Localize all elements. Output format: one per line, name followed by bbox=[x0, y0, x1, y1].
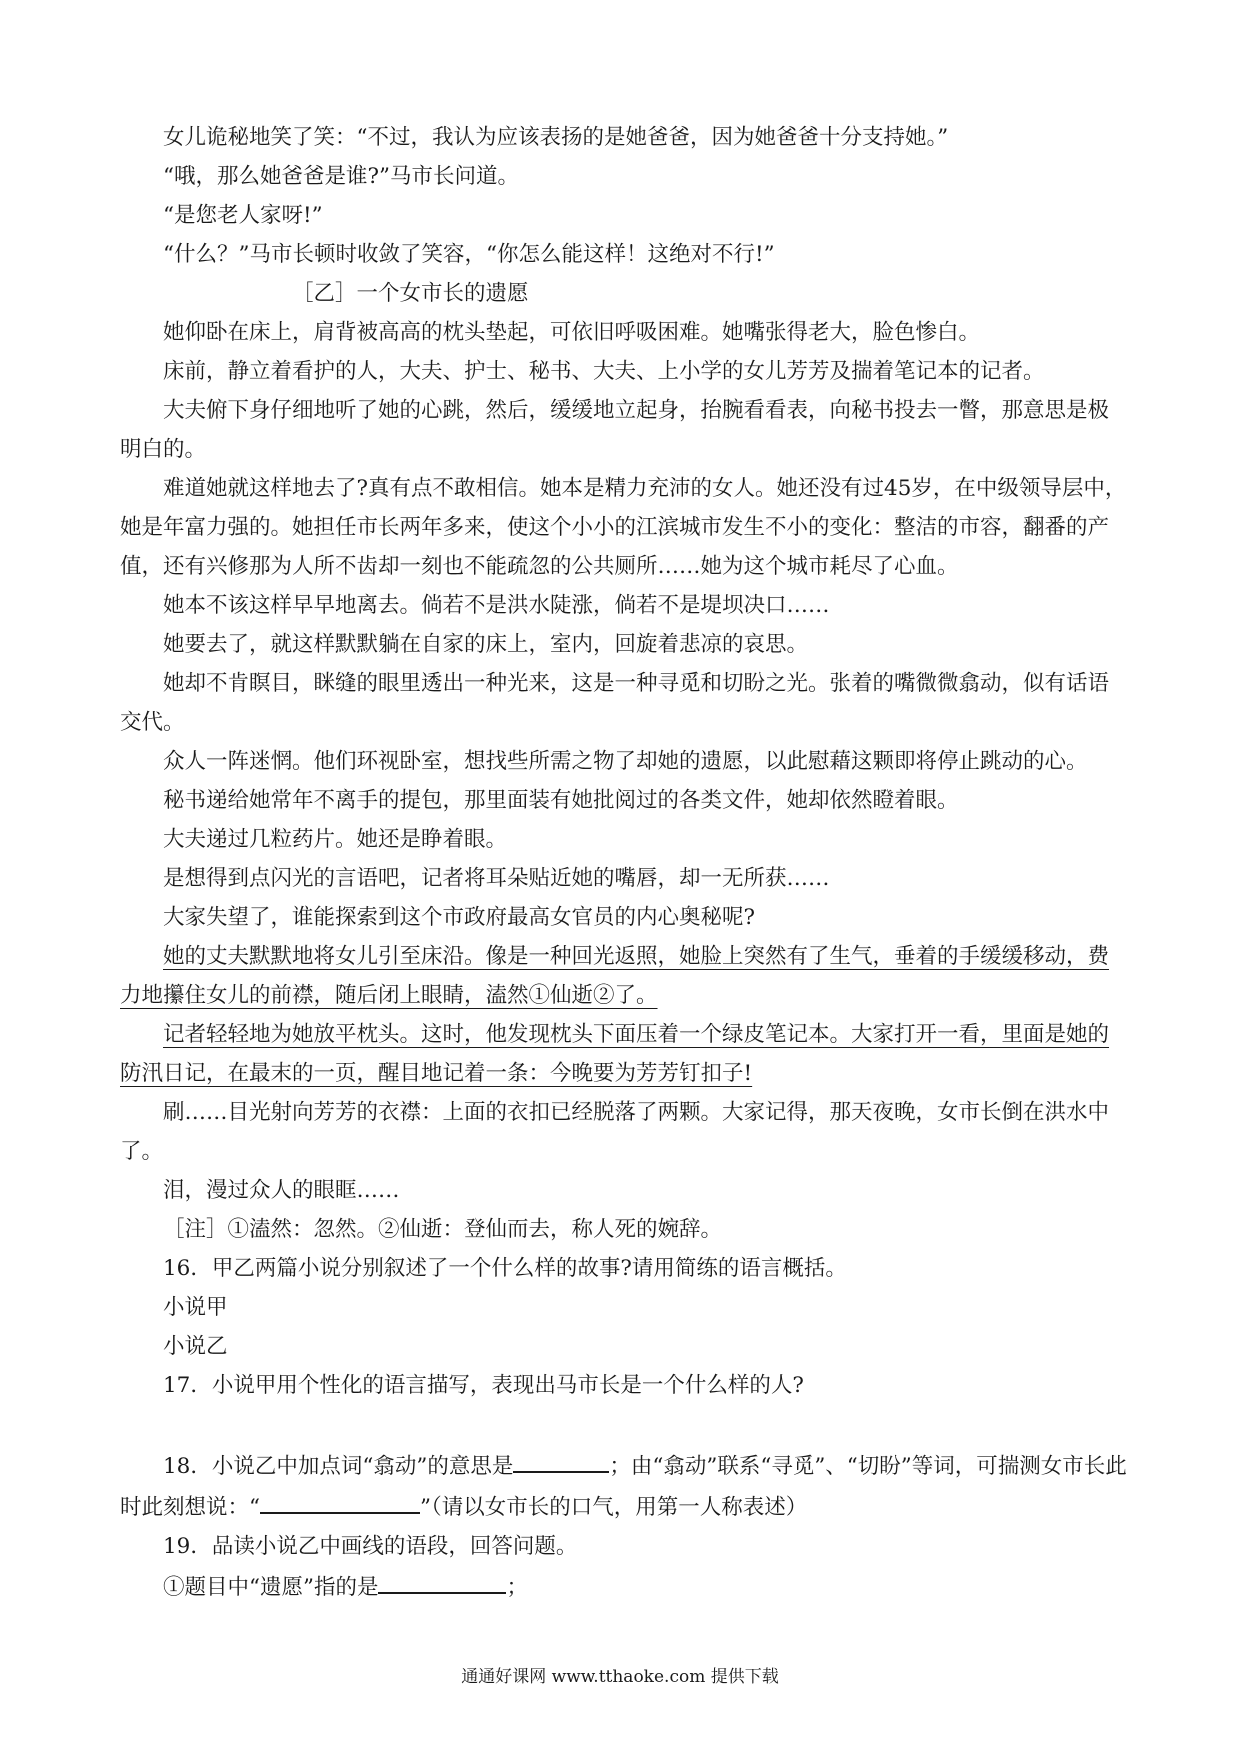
question-18-text-2: ；由“翕动”联系“寻觅”、“切盼”等词，可揣测女市长此时此刻想说：“ bbox=[120, 1454, 1127, 1520]
paragraph: 刷……目光射向芳芳的衣襟：上面的衣扣已经脱落了两颗。大家记得，那天夜晚，女市长倒在洪水中了。 bbox=[120, 1100, 1110, 1164]
paragraph: 是想得到点闪光的言语吧，记者将耳朵贴近她的嘴唇，却一无所获…… bbox=[163, 866, 830, 891]
paragraph: “是您老人家呀!” bbox=[163, 203, 323, 228]
paragraph: 秘书递给她常年不离手的提包，那里面装有她批阅过的各类文件，她却依然瞪着眼。 bbox=[163, 788, 959, 813]
paragraph: 大夫俯下身仔细地听了她的心跳，然后，缓缓地立起身，抬腕看看表，向秘书投去一瞥，那意思是极明白的。 bbox=[120, 398, 1110, 462]
answer-blank[interactable] bbox=[378, 1566, 506, 1594]
paragraph: “什么？”马市长顿时收敛了笑容，“你怎么能这样！这绝对不行!” bbox=[163, 242, 775, 267]
paragraph: 她要去了，就这样默默躺在自家的床上，室内，回旋着悲凉的哀思。 bbox=[163, 632, 809, 657]
question-18 bbox=[120, 1445, 1130, 1527]
paragraph: 大家失望了，谁能探索到这个市政府最高女官员的内心奥秘呢? bbox=[163, 905, 756, 930]
paragraph: 她却不肯瞑目，眯缝的眼里透出一种光来，这是一种寻觅和切盼之光。张着的嘴微微翕动，似有话语交代。 bbox=[120, 671, 1110, 735]
paragraph: 女儿诡秘地笑了笑：“不过，我认为应该表扬的是她爸爸，因为她爸爸十分支持她。” bbox=[163, 125, 949, 150]
question-18-text-3: ”（请以女市长的口气，用第一人称表述） bbox=[420, 1495, 808, 1520]
answer-space bbox=[120, 1405, 1130, 1445]
paragraph: 她本不该这样早早地离去。倘若不是洪水陡涨，倘若不是堤坝决口…… bbox=[163, 593, 830, 618]
question-19-1 bbox=[120, 1566, 1130, 1607]
paragraph: “哦，那么她爸爸是谁?”马市长问道。 bbox=[163, 164, 520, 189]
paragraph: 大夫递过几粒药片。她还是睁着眼。 bbox=[163, 827, 508, 852]
paragraph: 她仰卧在床上，肩背被高高的枕头垫起，可依旧呼吸困难。她嘴张得老大，脸色惨白。 bbox=[163, 320, 981, 345]
paragraph: 众人一阵迷惘。他们环视卧室，想找些所需之物了却她的遗愿，以此慰藉这颗即将停止跳动的心。 bbox=[163, 749, 1088, 774]
page-footer: 通通好课网 www.tthaoke.com 提供下载 bbox=[461, 1667, 779, 1687]
question-16-answer-b-label: 小说乙 bbox=[163, 1334, 228, 1359]
underlined-paragraph: 她的丈夫默默地将女儿引至床沿。像是一种回光返照，她脸上突然有了生气，垂着的手缓缓移动，费力地攥住女儿的前襟，随后闭上眼睛，溘然①仙逝②了。 bbox=[120, 944, 1110, 1008]
question-19-1-end: ； bbox=[506, 1575, 528, 1600]
underlined-paragraph: 记者轻轻地为她放平枕头。这时，他发现枕头下面压着一个绿皮笔记本。大家打开一看，里面是她的防汛日记，在最末的一页，醒目地记着一条：今晚要为芳芳钉扣子! bbox=[120, 1022, 1110, 1086]
footnote: ［注］①溘然：忽然。②仙逝：登仙而去，称人死的婉辞。 bbox=[163, 1217, 723, 1242]
document-body bbox=[120, 118, 1130, 1607]
question-18-text-1: 18．小说乙中加点词“翕动”的意思是 bbox=[163, 1454, 514, 1479]
paragraph: 难道她就这样地去了?真有点不敢相信。她本是精力充沛的女人。她还没有过45岁，在中级领导层中，她是年富力强的。她担任市长两年多来，使这个小小的江滨城市发生不小的变化：整洁的市容，翻番的产值，还有兴修那为人所不齿却一刻也不能疏忽的公共厕所……她为这个城市耗尽了心血。 bbox=[120, 476, 1127, 579]
question-17: 17．小说甲用个性化的语言描写，表现出马市长是一个什么样的人? bbox=[163, 1373, 804, 1398]
answer-blank[interactable] bbox=[260, 1486, 420, 1514]
answer-blank[interactable] bbox=[513, 1445, 609, 1473]
question-19-1-text: ①题目中“遗愿”指的是 bbox=[163, 1575, 379, 1600]
question-16-answer-a-label: 小说甲 bbox=[163, 1295, 228, 1320]
question-16: 16．甲乙两篇小说分别叙述了一个什么样的故事?请用简练的语言概括。 bbox=[163, 1256, 847, 1281]
question-19: 19．品读小说乙中画线的语段，回答问题。 bbox=[163, 1534, 578, 1559]
paragraph: 床前，静立着看护的人，大夫、护士、秘书、大夫、上小学的女儿芳芳及揣着笔记本的记者。 bbox=[163, 359, 1045, 384]
paragraph: 泪，漫过众人的眼眶…… bbox=[163, 1178, 400, 1203]
section-title-yi: ［乙］一个女市长的遗愿 bbox=[292, 281, 529, 306]
